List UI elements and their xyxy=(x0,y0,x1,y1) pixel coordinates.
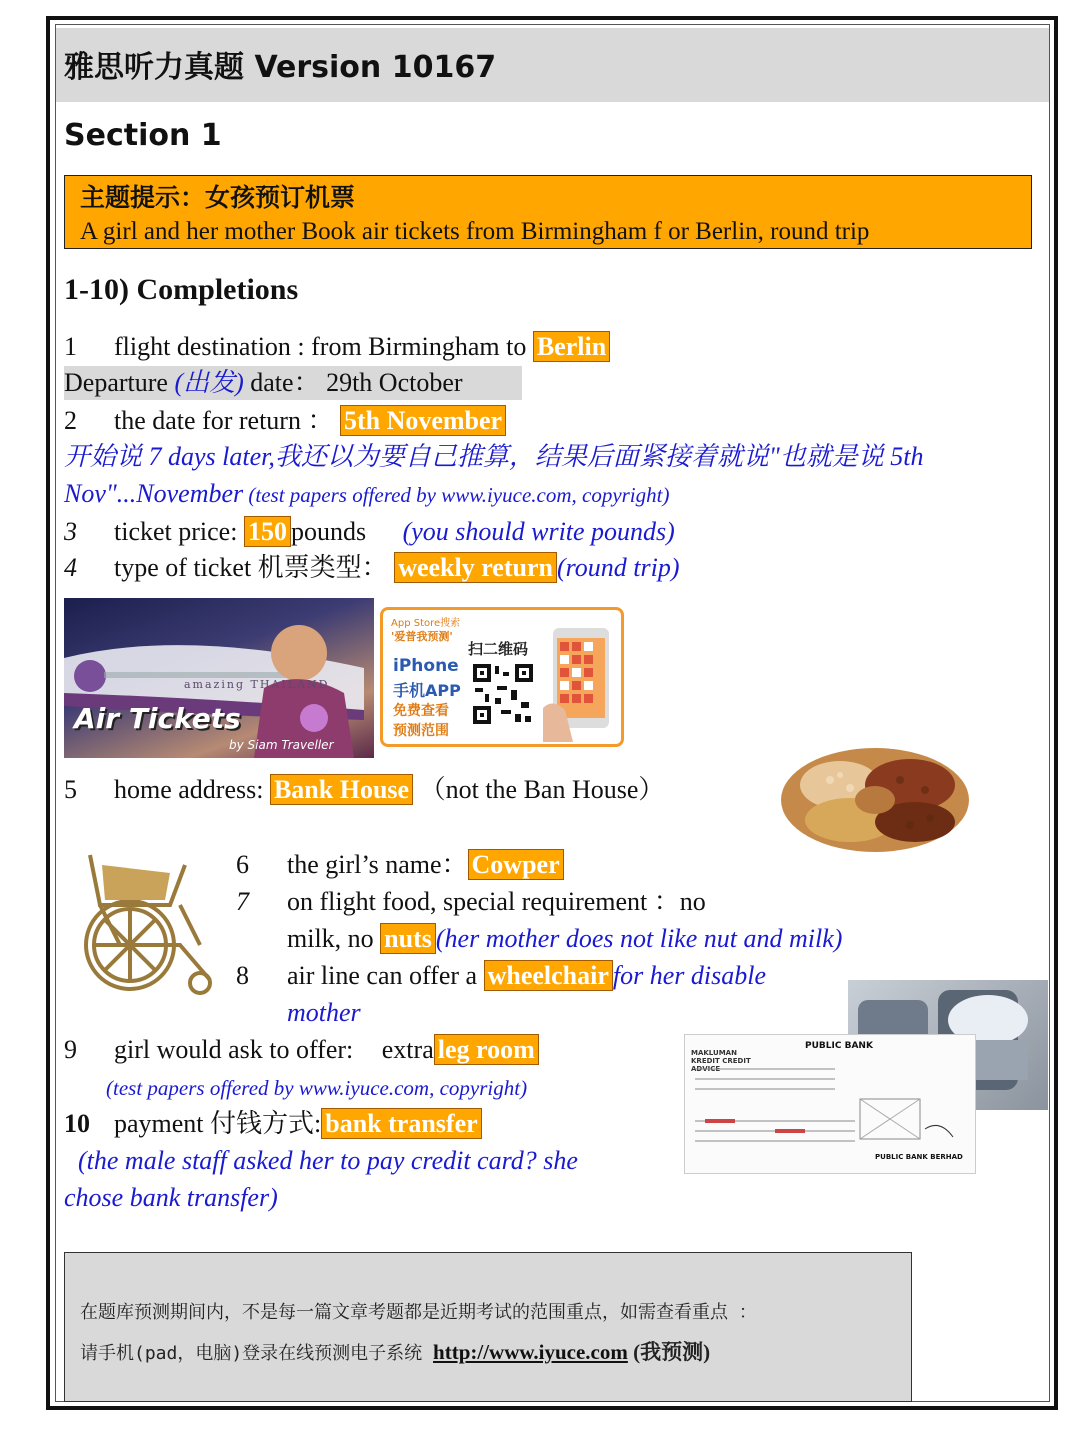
question-number: 5 xyxy=(64,775,77,804)
app-name: '爱普我预测' xyxy=(391,630,453,643)
receipt-header: MAKLUMAN KREDIT CREDIT ADVICE xyxy=(691,1049,751,1073)
answer-highlight: Berlin xyxy=(533,331,610,362)
copyright-note: (test papers offered by www.iyuce.com, copyright) xyxy=(243,483,670,507)
iphone-label: iPhone xyxy=(393,656,459,676)
note-text: (her mother does not like nut and milk) xyxy=(435,924,843,953)
question-5 xyxy=(114,773,664,807)
note-line: mother xyxy=(287,998,361,1027)
question-2 xyxy=(114,404,506,438)
plane-livery-text: amazing THAILAND xyxy=(184,678,330,691)
note-line: (the male staff asked her to pay credit card? she xyxy=(78,1146,578,1175)
answer-highlight: bank transfer xyxy=(321,1108,481,1139)
question-text: the girl’s name： xyxy=(287,850,468,879)
topic-title: 主题提示：女孩预订机票 xyxy=(80,183,356,212)
free-view-label: 免费查看 xyxy=(393,703,449,719)
answer-highlight: weekly return xyxy=(394,552,557,583)
website-link[interactable]: http://www.iyuce.com xyxy=(433,1340,628,1364)
phone-illustration xyxy=(543,628,619,742)
copyright-note: (test papers offered by www.iyuce.com, copyright) xyxy=(106,1076,528,1100)
question-number: 1 xyxy=(64,332,77,361)
question-text: ticket price: xyxy=(114,517,238,546)
answer-highlight: Cowper xyxy=(468,849,564,880)
question-7: on flight food, special requirement ：no xyxy=(287,887,706,916)
question-10 xyxy=(114,1107,482,1141)
section-heading: Section 1 xyxy=(64,118,222,153)
question-1 xyxy=(114,330,610,364)
question-number: 2 xyxy=(64,406,77,435)
footer-notice: 在题库预测期间内，不是每一篇文章考题都是近期考试的范围重点，如需查看重点 ： xyxy=(80,1302,757,1323)
question-number: 10 xyxy=(64,1109,90,1138)
question-number: 8 xyxy=(236,961,249,990)
question-6 xyxy=(287,848,564,882)
note-line: 开始说 7 days later,我还以为要自己推算，结果后面紧接着就说"也就是说 5th xyxy=(64,442,924,471)
question-text: type of ticket 机票类型： xyxy=(114,553,388,582)
mobile-app-label: 手机APP xyxy=(393,681,461,700)
question-text: （not the Ban House） xyxy=(419,775,665,804)
departure-chinese: (出发) xyxy=(174,368,244,397)
footer-suffix: (我预测) xyxy=(627,1340,711,1364)
note-text: (round trip) xyxy=(556,553,680,582)
question-3 xyxy=(114,515,675,549)
question-number: 6 xyxy=(236,850,249,879)
answer-highlight: 5th November xyxy=(340,405,506,436)
scan-label: 扫二维码 xyxy=(468,640,529,658)
prediction-range-label: 预测范围 xyxy=(393,723,449,739)
question-text: milk, no xyxy=(287,924,374,953)
nuts-illustration xyxy=(780,740,970,855)
note-text: for her disable xyxy=(612,961,766,990)
topic-summary: A girl and her mother Book air tickets from Birmingham f or Berlin, round trip xyxy=(80,218,870,245)
question-text: air line can offer a xyxy=(287,961,478,990)
answer-highlight: nuts xyxy=(380,923,436,954)
app-store-label: App Store搜索 xyxy=(391,618,461,629)
departure-date: date： 29th October xyxy=(243,368,463,397)
note-text: (you should write pounds) xyxy=(402,517,675,546)
receipt-bank-name: PUBLIC BANK xyxy=(805,1041,873,1051)
question-7-cont xyxy=(287,922,842,956)
footer-text: 请手机(pad，电脑)登录在线预测电子系统 xyxy=(80,1343,434,1364)
wheelchair-image xyxy=(60,845,220,997)
page-title: 雅思听力真题 Version 10167 xyxy=(64,50,497,85)
question-8 xyxy=(287,959,766,993)
departure-line xyxy=(64,366,522,400)
departure-label: Departure xyxy=(64,368,175,397)
answer-highlight: 150 xyxy=(244,516,291,547)
receipt-footer: PUBLIC BANK BERHAD xyxy=(875,1153,963,1161)
answer-highlight: Bank House xyxy=(270,774,413,805)
note-line xyxy=(64,477,669,512)
air-tickets-image xyxy=(64,598,374,758)
bank-receipt-image xyxy=(684,1034,976,1174)
qr-code-icon xyxy=(471,662,535,726)
footer-login-line xyxy=(80,1336,710,1366)
question-text: the date for return ： xyxy=(114,406,334,435)
receipt-lines xyxy=(685,1059,976,1159)
app-ad-banner[interactable] xyxy=(380,607,624,747)
question-text: pounds xyxy=(290,517,367,546)
note-text: Nov"...November xyxy=(64,479,244,508)
question-4 xyxy=(114,551,680,585)
question-text: girl would ask to offer: xyxy=(114,1035,354,1064)
question-number: 9 xyxy=(64,1035,77,1064)
answer-highlight: leg room xyxy=(434,1034,539,1065)
question-number: 4 xyxy=(64,553,77,582)
question-text: home address: xyxy=(114,775,264,804)
question-text: flight destination : from Birmingham to xyxy=(114,332,527,361)
wheelchair-icon xyxy=(60,845,220,997)
ad-subtitle: by Siam Traveller xyxy=(229,738,334,752)
question-number: 7 xyxy=(236,887,249,916)
question-number: 3 xyxy=(64,517,77,546)
question-9 xyxy=(114,1033,539,1067)
question-text: payment 付钱方式: xyxy=(114,1109,322,1138)
answer-highlight: wheelchair xyxy=(484,960,613,991)
ad-title: Air Tickets xyxy=(74,702,241,735)
question-text: extra xyxy=(381,1035,434,1064)
completions-heading: 1-10) Completions xyxy=(64,273,299,306)
note-line: chose bank transfer) xyxy=(64,1183,278,1212)
nuts-image xyxy=(780,740,970,855)
footer-box xyxy=(64,1252,912,1402)
